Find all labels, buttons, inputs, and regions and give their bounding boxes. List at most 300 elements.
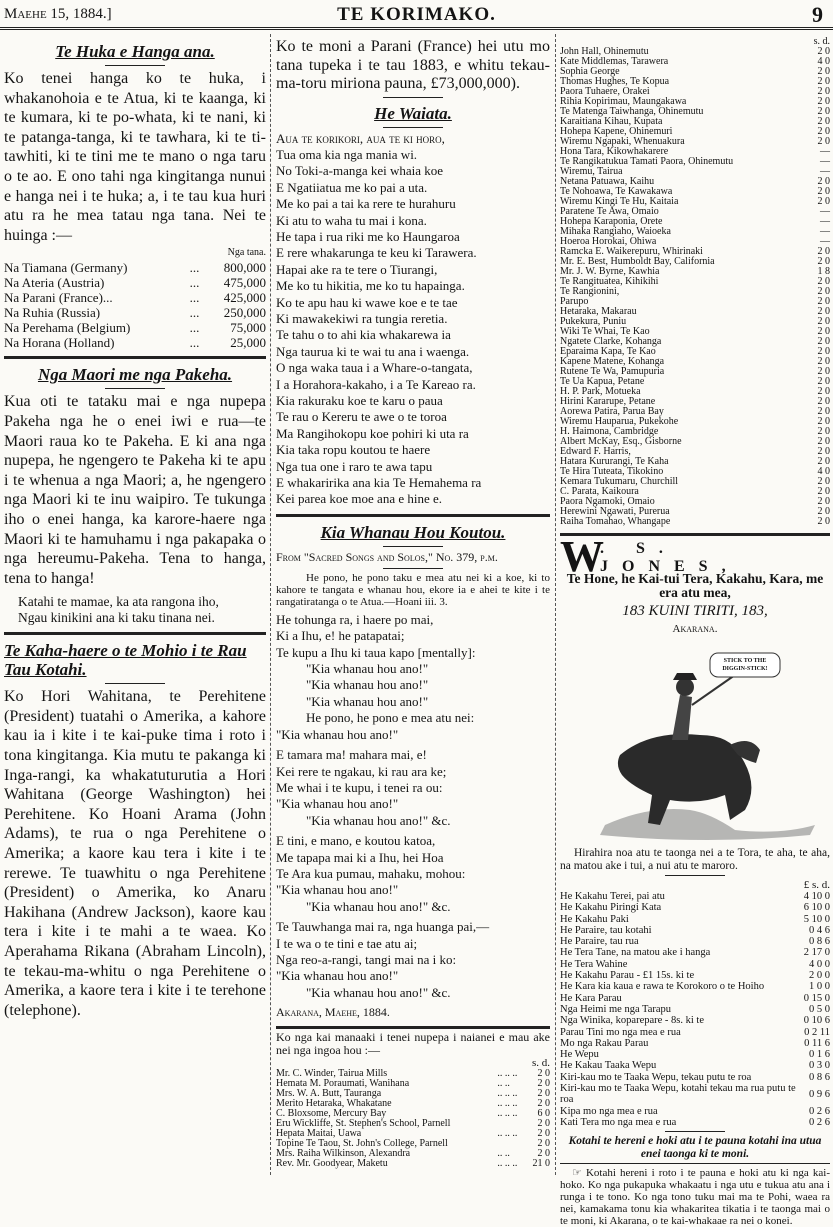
discount-note: Kotahi te hereni e hoki atu i te pauna kotahi ina utua enei taonga ki te moni. — [568, 1135, 822, 1160]
hymn-line: "Kia whanau hou ano!" — [276, 968, 399, 984]
sugar-table — [4, 245, 266, 350]
subscriber-name: Albert McKay, Esq., Gisborne — [560, 436, 682, 447]
amount: 2 0 — [817, 416, 830, 427]
subscriber-name: Merito Hetaraka, Whakatane — [276, 1098, 392, 1110]
table-row — [560, 517, 830, 527]
item-price: 2 0 0 — [809, 970, 830, 982]
hymn-line: Nga reo-a-rangi, tangi mai na i ko: — [276, 951, 457, 967]
divider — [560, 1163, 830, 1164]
amount: — — [820, 156, 830, 167]
subscriber-name: Hona Tara, Kikowhakarere — [560, 146, 669, 157]
item-price: 0 3 0 — [809, 1060, 830, 1072]
subscriber-name: Mr. E. Best, Humboldt Bay, California — [560, 256, 715, 267]
table-row — [4, 335, 266, 350]
amount: 6 0 — [537, 1108, 550, 1120]
amount: — — [820, 236, 830, 247]
subscriber-name: Rev. Mr. Goodyear, Maketu — [276, 1158, 388, 1170]
amount: 2 0 — [817, 106, 830, 117]
amount: — — [820, 166, 830, 177]
subscriber-name: Mr. C. Winder, Tairua Mills — [276, 1068, 388, 1080]
item-price: 0 15 0 — [803, 992, 830, 1004]
subscriber-name: Ngatete Clarke, Kohanga — [560, 336, 662, 347]
country: Na Horana (Holland) — [4, 335, 115, 351]
amount: 2 0 — [537, 1118, 550, 1130]
amount: 2 0 — [817, 516, 830, 527]
ellipsis: ... — [189, 335, 200, 351]
amount: — — [820, 226, 830, 237]
amount: 2 0 — [537, 1138, 550, 1150]
country: Na Tiamana (Germany) — [4, 260, 128, 276]
subscriber-name: Hoeroa Horokai, Ohiwa — [560, 236, 657, 247]
amount: 2 0 — [817, 196, 830, 207]
subscriber-name: Rihia Kopirimau, Maungakawa — [560, 96, 687, 107]
country: Na Ruhia (Russia) — [4, 305, 101, 321]
amount: 2 0 — [537, 1098, 550, 1110]
table-row — [560, 1083, 830, 1106]
poem-line: Kia rakuraku koe te karu o paua — [276, 393, 443, 408]
table-header: Nga tana. — [227, 247, 266, 259]
item-price: 6 10 0 — [803, 902, 830, 914]
column-3 — [560, 36, 830, 1227]
ellipsis: ... — [189, 305, 200, 321]
subscriber-name: C. Parata, Kaikoura — [560, 486, 639, 497]
tonnage: 800,000 — [223, 260, 266, 276]
hymn-line: "Kia whanau hou ano!" — [276, 726, 399, 742]
amount: 2 0 — [817, 316, 830, 327]
item-name: He Kara Parau — [560, 992, 622, 1004]
item-name: Parau Tini mo nga mea e rua — [560, 1026, 681, 1038]
amount: 2 0 — [817, 296, 830, 307]
amount: 4 0 — [817, 56, 830, 67]
article-paragraph: Ko tenei hanga ko te huka, i whakanohoia e te Atua, ki te kaanga, ki te kumara, ki te po-whata, ki te nani, ki te patanga-tanga, ki te tawhara, ki te ti-tawhiti, ki te tini me te mano o nga taru o te ao. E ono tahi nga kingitanga nunui e hanga nei i te huka; a, i te tau kua huri atu ra he mea tatau nga tana. Nei te huinga :— — [4, 70, 266, 244]
article-paragraph: Kua oti te tataku mai e nga nupepa Pakeha nga he o enei iwi e rua—te Maori raua ko te Pakeha. E ki ana nga nupepa, he ngengero te Pakeha ki te apu i te whenua a nga Maori; a, he ngengero nga Maori ki te inu waipiro. Te tukunga iho o enei hanga, ka karore-haere nga Maori ki te hamuhamu i nga pakapaka o nga hereumu-Pakeha. Tena to hanga, tena to hanga! — [4, 393, 266, 587]
ad-intro: Hirahira noa atu te taonga nei a te Tora, te aha, te aha, na matou ake i tui, a nui atu te maroro. — [560, 847, 830, 872]
amount: 2 0 — [817, 406, 830, 417]
leader-dots: .. .. .. — [497, 1108, 518, 1120]
verse-line: Katahi te mamae, ka ata rangona iho, — [18, 594, 219, 610]
leader-dots: .. .. — [497, 1148, 510, 1160]
subscriber-name: Netana Patuawa, Kaihu — [560, 176, 655, 187]
poem-line: Ki mawakekiwi ra tungia reretia. — [276, 310, 448, 326]
epigraph: He pono, he pono taku e mea atu nei ki a koe, ki to kahore te tangata e whanau hou, ekore ia e ahei te kite i te rangatiratanga o te Atua.—Hoani iii. 3. — [276, 571, 550, 608]
poem-line: Ma Rangihokopu koe pohiri ki uta ra — [276, 425, 469, 441]
table-row — [560, 925, 830, 936]
ad-tagline: Te Hone, he Kai-tui Tera, Kakahu, Kara, me era atu mea, — [566, 571, 824, 600]
ellipsis: ... — [189, 290, 200, 306]
amount: 2 0 — [817, 336, 830, 347]
amount: 2 0 — [817, 136, 830, 147]
item-price: 0 8 6 — [809, 936, 830, 948]
amount: 2 0 — [817, 186, 830, 197]
amount: 2 0 — [817, 426, 830, 437]
item-price: 0 4 6 — [809, 924, 830, 936]
hymn-stanza — [276, 833, 550, 915]
tonnage: 425,000 — [223, 290, 266, 306]
table-row — [560, 914, 830, 925]
subscriber-name: Te Matenga Taiwhanga, Ohinemutu — [560, 106, 704, 117]
masthead — [0, 0, 833, 30]
amount: 2 0 — [817, 326, 830, 337]
item-name: He Wepu — [560, 1049, 599, 1061]
sign-text: STICK TO THE DIGGIN-STICK! — [722, 658, 768, 672]
table-row — [560, 936, 830, 947]
amount: 2 0 — [817, 346, 830, 357]
item-price: 1 0 0 — [809, 981, 830, 993]
item-price: 4 0 0 — [809, 958, 830, 970]
leader-dots: .. .. .. — [497, 1068, 518, 1080]
poem-line: Ko te apu hau ki wawe koe e te tae — [276, 294, 458, 310]
column-rule — [555, 34, 556, 1175]
table-row — [4, 305, 266, 320]
subscriber-name: Wiremu, Tairua — [560, 166, 623, 177]
amount: 2 0 — [537, 1148, 550, 1160]
subscriber-name: Te Rangituatea, Kihikihi — [560, 276, 659, 287]
table-row — [560, 1004, 830, 1015]
column-1 — [4, 36, 266, 1175]
hymn-line: Kei rere te ngakau, ki rau ara ke; — [276, 763, 447, 779]
hymn-line: Ki a Ihu, e! he patapatai; — [276, 628, 405, 644]
item-name: He Kara kia kaua e rawa te Korokoro o te Hoiho — [560, 981, 765, 993]
item-name: Kati Tera mo nga mea e rua — [560, 1116, 677, 1128]
table-row — [560, 902, 830, 913]
poem-line: He tapa i rua riki me ko Haungaroa — [276, 228, 460, 244]
poem — [276, 131, 550, 508]
amount: 2 0 — [537, 1128, 550, 1140]
leader-dots: .. .. — [497, 1078, 510, 1090]
leader-dots: .. .. .. — [497, 1158, 518, 1170]
subscriber-name: Wiremu Kingi Te Hu, Kaitaia — [560, 196, 679, 207]
poem-line: Nga tua one i raro te awa tapu — [276, 458, 433, 474]
poem-line: E Ngatiiatua me ko pai a uta. — [276, 179, 428, 195]
hymn-line: "Kia whanau hou ano!" — [276, 796, 399, 812]
item-name: He Kakahu Terei, pai atu — [560, 891, 665, 902]
hymn-line: He pono, he pono e mea atu nei: — [306, 710, 475, 726]
subscriber-table — [560, 47, 830, 527]
table-row — [560, 891, 830, 902]
amount: — — [820, 216, 830, 227]
item-name: Nga Heimi me nga Tarapu — [560, 1003, 672, 1015]
table-row — [560, 1027, 830, 1038]
tonnage: 475,000 — [223, 275, 266, 291]
column-2 — [276, 36, 550, 1175]
divider — [665, 1131, 725, 1132]
table-row — [4, 320, 266, 335]
item-name: He Kakahu Parau - £1 15s. ki te — [560, 970, 695, 982]
amount: 2 0 — [817, 96, 830, 107]
hymn-line: "Kia whanau hou ano!" — [276, 882, 399, 898]
hymn-line: "Kia whanau hou ano!" — [306, 677, 429, 693]
table-row — [560, 287, 830, 297]
page-number: 9 — [812, 2, 823, 27]
table-row — [560, 1117, 830, 1128]
subscriber-name: Eparaima Kapa, Te Kao — [560, 346, 656, 357]
amount: 2 0 — [537, 1078, 550, 1090]
amount: 2 0 — [817, 456, 830, 467]
hymn-line: E tamara ma! mahara mai, e! — [276, 747, 427, 763]
item-price: 0 11 6 — [804, 1037, 830, 1049]
subscriber-name: Wiremu Hauparua, Pukekohe — [560, 416, 679, 427]
hymn-line: "Kia whanau hou ano!" &c. — [306, 898, 451, 914]
divider — [4, 356, 266, 359]
table-row — [560, 981, 830, 992]
article-paragraph: Ko Hori Wahitana, te Perehitene (President) tuatahi o Amerika, a kahore kau ia i kite i te kai-puke tima i roto i tona kingitanga. Kia mutu te pakanga ki Inga-rangi, ka whakatuturutia a Hori Wahitana (George Washington) hei Perehitene. Ko Hoani Arama (John Adams), te rua o nga Perehitene o Amerika; a kaore kau tera i kite i te rerewe. Te tuawhitu o nga Perehitene (President) o Amerika, ko Anaru Hakihana (Andrew Jackson), kaore kau tera i kite i te mahi a te waea. Ko Aperahama Rikana (Abraham Lincoln), te tekau-ma-whitu o nga Perehitene o Amerika, a kaore tera i kite i te terehone (telephone). — [4, 688, 266, 1019]
leader-dots: .. .. .. — [497, 1088, 518, 1100]
poem-line: I a Horahora-kakaho, i a Te Kareao ra. — [276, 376, 476, 392]
subscriber-name: C. Bloxsome, Mercury Bay — [276, 1108, 387, 1120]
subscriber-name: Wiki Te Whai, Te Kao — [560, 326, 650, 337]
tonnage: 75,000 — [230, 320, 266, 336]
poem-line: Hapai ake ra te tere o Tiurangi, — [276, 261, 438, 277]
poem-line: Kei parea koe moe ana e hine e. — [276, 491, 443, 507]
hymn-line: Te Tauwhanga mai ra, nga huanga pai,— — [276, 919, 490, 935]
subscriber-name: Aorewa Patira, Parua Bay — [560, 406, 664, 417]
article-heading: Te Kaha-haere o te Mohio i te Rau Tau Kotahi. — [4, 641, 247, 680]
drop-initial: W — [560, 532, 604, 581]
table-row — [560, 1060, 830, 1071]
ellipsis: ... — [189, 320, 200, 336]
amount: 2 0 — [817, 476, 830, 487]
advertisement — [560, 532, 830, 1227]
item-name: He Kakahu Piringi Kata — [560, 902, 662, 914]
subscriber-name: Te Rangikatukua Tamati Paora, Ohinemutu — [560, 156, 734, 167]
hymn-stanza — [276, 919, 550, 1001]
table-row — [560, 947, 830, 958]
hymn — [276, 612, 550, 1001]
amount: 4 0 — [817, 466, 830, 477]
amount: 21 0 — [532, 1158, 550, 1170]
poem-line: Te rau o Kereru te awe o te toroa — [276, 409, 447, 425]
subscriber-name: Mr. J. W. Byrne, Kawhia — [560, 266, 660, 277]
divider — [105, 65, 165, 66]
amount: 2 0 — [817, 86, 830, 97]
leader-dots: .. .. .. — [497, 1128, 518, 1140]
hymn-line: E tini, e mano, e koutou katoa, — [276, 833, 436, 849]
currency-header: s. d. — [531, 1057, 550, 1070]
divider — [665, 875, 725, 876]
amount: — — [820, 206, 830, 217]
poem-line: Me ko tu hikitia, me ko tu hapainga. — [276, 278, 465, 294]
subscriber-name: Paratene Te Awa, Omaio — [560, 206, 659, 217]
hymn-line: Me whai i te kupu, i tenei ra ou: — [276, 779, 443, 795]
amount: 2 0 — [817, 256, 830, 267]
amount: 2 0 — [817, 496, 830, 507]
subscriber-name: Eru Wickliffe, St. Stephen's School, Parnell — [276, 1118, 451, 1130]
amount: 2 0 — [817, 356, 830, 367]
amount: 2 0 — [817, 76, 830, 87]
subscriber-name: Sophia George — [560, 66, 620, 77]
hymn-line: Te kupu a Ihu ki taua kapo [mentally]: — [276, 644, 476, 660]
subscriber-name: Thomas Hughes, Te Kopua — [560, 76, 670, 87]
poem-line: Tua oma kia nga mania wi. — [276, 146, 418, 162]
hymn-line: "Kia whanau hou ano!" &c. — [306, 984, 451, 1000]
bull-rider-engraving — [560, 635, 830, 847]
item-name: Kiri-kau mo te Taaka Wepu, kotahi tekau ma rua putu te roa — [560, 1083, 796, 1106]
ellipsis: ... — [189, 275, 200, 291]
subscriber-name: Hemata M. Poraumati, Wanihana — [276, 1078, 410, 1090]
item-price: 0 1 6 — [809, 1049, 830, 1061]
article-heading: Kia Whanau Hou Koutou. — [320, 522, 506, 542]
subscribers-intro: Ko nga kai manaaki i tenei nupepa i naianei e mau ake nei nga ingoa hou :— — [276, 1030, 550, 1058]
amount: 2 0 — [817, 396, 830, 407]
hymn-stanza — [276, 747, 550, 829]
subscriber-name: Parupo — [560, 296, 589, 307]
country: Na Ateria (Austria) — [4, 275, 105, 291]
subscriber-table — [276, 1069, 550, 1169]
subscriber-name: Mrs. Raiha Wilkinson, Alexandra — [276, 1148, 411, 1160]
hymn-stanza — [276, 612, 550, 743]
subscriber-name: Hohepa Kapene, Ohinemuri — [560, 126, 673, 137]
divider — [4, 632, 266, 635]
amount: 2 0 — [817, 306, 830, 317]
poem-line: O nga waka taua i a Whare-o-tangata, — [276, 360, 473, 376]
amount: 2 0 — [817, 386, 830, 397]
item-price: 2 17 0 — [803, 947, 830, 959]
advertiser-name: . S. JONES, — [600, 540, 740, 575]
poem-line: Te tahu o to ahi kia whakarewa ia — [276, 327, 451, 343]
table-row — [276, 1159, 550, 1169]
subscriber-name: Hetaraka, Makarau — [560, 306, 637, 317]
divider — [383, 568, 443, 569]
hymn-line: Te Ara kua pumau, mahaku, mohou: — [276, 865, 466, 881]
newspaper-title: TE KORIMAKO. — [337, 4, 496, 25]
divider — [105, 683, 165, 684]
amount: 2 0 — [817, 116, 830, 127]
subscriber-name: H. P. Park, Motueka — [560, 386, 641, 397]
subscriber-name: Kate Middlemas, Tarawera — [560, 56, 669, 67]
hymn-line: Me tapapa mai ki a Ihu, hei Hoa — [276, 849, 444, 865]
currency-header: £ s. d. — [803, 879, 830, 891]
subscriber-name: Hohepa Karaponia, Orete — [560, 216, 663, 227]
subscriber-name: John Hall, Ohinemutu — [560, 46, 649, 57]
subscriber-name: Paora Tuhaere, Orakei — [560, 86, 650, 97]
poem-line: E rere whakarunga te keu ki Tarawera. — [276, 245, 477, 261]
hymn-line: "Kia whanau hou ano!" — [306, 693, 429, 709]
amount: 2 0 — [817, 436, 830, 447]
table-row — [560, 959, 830, 970]
subscriber-name: Mrs. W. A. Butt, Tauranga — [276, 1088, 382, 1100]
poem-line: E whakaririka ana kia Te Hemahema ra — [276, 475, 482, 491]
item-name: He Tera Wahine — [560, 958, 628, 970]
poem-line: Nga taurua ki te wai tu ana i waenga. — [276, 343, 470, 359]
ad-note: Kotahi hereni i roto i te pauna e hoki atu ki nga kai-hoko. Ko nga pukapuka whakaatu i nga utu e tukua atu ana i runga i te tono. Ko nga tono tuku mai ma te Pohi, waea ra nei, kamakama tonu kia whakaritea tikatia i te taonga mai o te moni, ki Akarana, o te kai-whakaae ra nei o konei. — [560, 1167, 830, 1227]
subscriber-name: Edward F. Harris, — [560, 446, 631, 457]
poem-line: Me ko pai a tai ka rere te hurahuru — [276, 196, 456, 212]
amount: 2 0 — [817, 446, 830, 457]
subscriber-name: Rutene Te Wa, Pamupuria — [560, 366, 665, 377]
article-heading: Te Huka e Hanga ana. — [55, 42, 215, 61]
amount: 2 0 — [817, 486, 830, 497]
subscriber-name: Te Nohoawa, Te Kawakawa — [560, 186, 673, 197]
subscriber-name: Raiha Tomahao, Whangape — [560, 516, 671, 527]
amount: 1 8 — [817, 266, 830, 277]
issue-date: Maehe 15, 1884.] — [4, 6, 112, 22]
hymn-source: From "Sacred Songs and Solos," No. 379, p.m. — [276, 549, 498, 564]
item-price: 0 8 6 — [809, 1071, 830, 1083]
subscriber-name: Te Rangionini, — [560, 286, 620, 297]
divider — [383, 97, 443, 98]
item-price: 0 2 6 — [809, 1116, 830, 1128]
table-row — [560, 1049, 830, 1060]
divider — [105, 388, 165, 389]
subscriber-name: Hepata Maitai, Uawa — [276, 1128, 362, 1140]
amount: 2 0 — [537, 1068, 550, 1080]
amount: 2 0 — [537, 1088, 550, 1100]
amount: 2 0 — [817, 276, 830, 287]
subscriber-name: Mihaka Rangiaho, Waioeka — [560, 226, 671, 237]
divider — [383, 127, 443, 128]
table-row — [560, 1038, 830, 1049]
verse-line: Ngau kinikini ana ki taku tinana nei. — [18, 610, 215, 626]
ellipsis: ... — [189, 260, 200, 276]
poem-line: Aua te korikori, aua te ki horo, — [276, 130, 445, 146]
subscriber-name: Topine Te Taou, St. John's College, Parnell — [276, 1138, 448, 1150]
divider — [276, 514, 550, 517]
item-name: Mo nga Rakau Parau — [560, 1037, 649, 1049]
table-row — [560, 993, 830, 1004]
subscriber-name: Karaitiana Kihau, Kupata — [560, 116, 663, 127]
tonnage: 25,000 — [230, 335, 266, 351]
divider — [276, 1026, 550, 1029]
article-paragraph: Ko te moni a Parani (France) hei utu mo tana tupeka i te tau 1883, e whitu tekau-ma-toru miriona pauna, £73,000,000). — [276, 38, 550, 92]
country: Na Perehama (Belgium) — [4, 320, 131, 336]
article-heading: He Waiata. — [374, 103, 452, 123]
item-price: 4 10 0 — [803, 891, 830, 902]
amount: 2 0 — [817, 286, 830, 297]
divider — [383, 546, 443, 547]
subscriber-name: Te Ua Kapua, Petane — [560, 376, 645, 387]
signature: Akarana, Maehe, 1884. — [276, 1005, 390, 1020]
subscriber-name: Te Hira Tuteata, Tikokino — [560, 466, 664, 477]
table-row — [560, 970, 830, 981]
subscriber-name: Pukekura, Puniu — [560, 316, 627, 327]
table-row — [4, 290, 266, 305]
currency-header: s. d. — [813, 36, 830, 47]
item-name: He Paraire, tau kotahi — [560, 924, 652, 936]
price-table — [560, 891, 830, 1128]
item-name: Kipa mo nga mea e rua — [560, 1105, 658, 1117]
table-row — [560, 1072, 830, 1083]
table-row — [4, 275, 266, 290]
subscriber-name: Kapene Matene, Kohanga — [560, 356, 665, 367]
item-price: 0 5 0 — [809, 1003, 830, 1015]
leader-dots: .. .. .. — [497, 1098, 518, 1110]
ad-address: 183 KUINI TIRITI, 183, — [622, 603, 768, 619]
poem-line: Ki atu to waha tu mai i kona. — [276, 212, 427, 228]
tonnage: 250,000 — [223, 305, 266, 321]
item-name: Nga Winika, koparepare - 8s. ki te — [560, 1015, 705, 1027]
item-name: He Kakau Taaka Wepu — [560, 1060, 657, 1072]
subscriber-name: Hirini Kararupe, Petane — [560, 396, 656, 407]
column-rule — [270, 34, 271, 1175]
subscriber-name: Wiremu Ngapaki, Whenuakura — [560, 136, 685, 147]
bull-rider-illustration — [560, 635, 830, 847]
subscriber-name: H. Haimona, Cambridge — [560, 426, 659, 437]
article-heading: Nga Maori me nga Pakeha. — [37, 365, 233, 385]
amount: 2 0 — [817, 176, 830, 187]
subscriber-name: Ramcka E. Waikerepuru, Whirinaki — [560, 246, 703, 257]
verse — [4, 594, 266, 626]
subscriber-name: Herewini Ngawati, Purerua — [560, 506, 670, 517]
amount: 2 0 — [817, 46, 830, 57]
amount: 2 0 — [817, 366, 830, 377]
hymn-line: "Kia whanau hou ano!" — [306, 661, 429, 677]
poem-line: No Toki-a-manga kei whaia koe — [276, 163, 444, 179]
country: Na Parani (France)... — [4, 290, 113, 306]
item-price: 0 2 6 — [809, 1105, 830, 1117]
subscriber-name: Hatara Kururangi, Te Kaha — [560, 456, 669, 467]
amount: 2 0 — [817, 126, 830, 137]
table-row — [4, 260, 266, 275]
